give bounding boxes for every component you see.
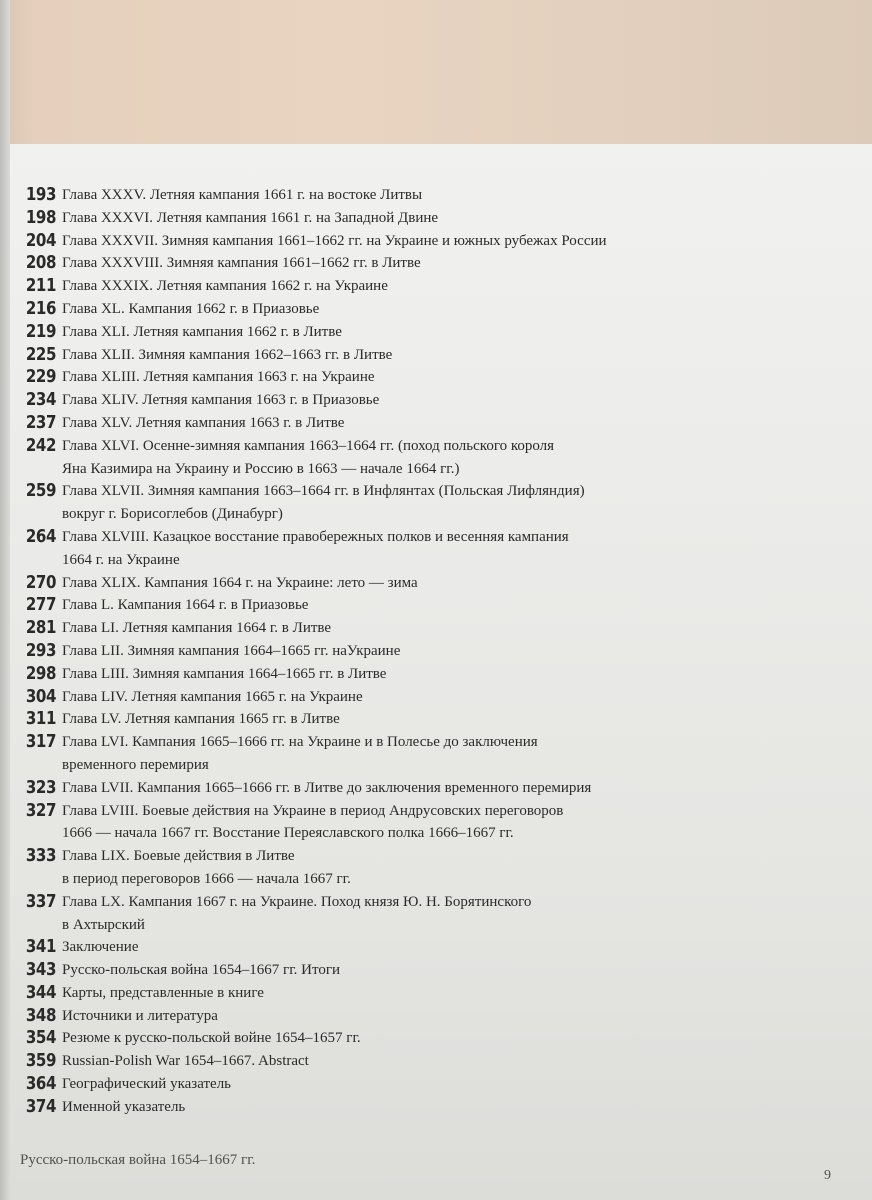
toc-page-number: 281 — [25, 618, 56, 639]
toc-title-line: Глава LIX. Боевые действия в Литве — [62, 848, 295, 865]
toc-page-number: 242 — [25, 435, 56, 456]
toc-page-number: 341 — [25, 937, 56, 958]
toc-title-line: Глава XLVI. Осенне-зимняя кампания 1663–1664 гг. (поход польского короля — [62, 437, 555, 454]
toc-title-line: вокруг г. Борисоглебов (Динабург) — [62, 506, 283, 523]
toc-title-line: Глава LVII. Кампания 1665–1666 гг. в Литве до заключения временного перемирия — [62, 779, 592, 796]
page-number: 9 — [824, 1168, 831, 1183]
toc-page-number: 348 — [25, 1005, 56, 1026]
toc-title — [62, 480, 585, 526]
toc-page-number: 259 — [25, 481, 56, 502]
toc-entry — [12, 594, 712, 617]
toc-title — [62, 321, 342, 344]
toc-page-number: 323 — [25, 777, 56, 798]
toc-title — [62, 1005, 218, 1028]
toc-title — [62, 936, 139, 959]
toc-page-number: 374 — [25, 1096, 56, 1117]
toc-title-line: Глава XL. Кампания 1662 г. в Приазовье — [62, 300, 320, 317]
toc-entry — [12, 617, 712, 640]
toc-title-line: Заключение — [62, 939, 139, 956]
toc-title-line: Глава XLVIII. Казацкое восстание правобережных полков и весенняя кампания — [62, 528, 569, 545]
toc-entry — [12, 800, 712, 846]
toc-title-line: Russian-Polish War 1654–1667. Abstract — [62, 1053, 309, 1070]
toc-page-number: 293 — [25, 640, 56, 661]
toc-page-number: 343 — [25, 960, 56, 981]
toc-page-number: 216 — [25, 298, 56, 319]
toc-entry — [12, 230, 712, 253]
toc-title — [62, 777, 591, 800]
toc-title-line: Глава XLIV. Летняя кампания 1663 г. в Приазовье — [62, 392, 380, 409]
toc-page-number: 264 — [25, 526, 56, 547]
toc-entry — [12, 572, 712, 595]
toc-title-line: Географический указатель — [62, 1076, 232, 1093]
toc-title-line: Источники и литература — [62, 1007, 218, 1024]
toc-entry — [12, 1096, 712, 1119]
toc-entry — [12, 298, 712, 321]
toc-page-number: 337 — [25, 891, 56, 912]
toc-page-number: 364 — [25, 1074, 56, 1095]
toc-title — [62, 389, 379, 412]
toc-entry — [12, 1027, 712, 1050]
toc-entry — [12, 936, 712, 959]
toc-title — [62, 731, 538, 777]
toc-page-number: 229 — [25, 367, 56, 388]
toc-title-line: Глава LVIII. Боевые действия на Украине в период Андрусовских переговоров — [62, 802, 564, 819]
toc-page-number: 333 — [25, 846, 56, 867]
running-title: Русско-польская война 1654–1667 гг. — [20, 1152, 256, 1168]
toc-entry — [12, 252, 712, 275]
toc-title — [62, 344, 392, 367]
toc-title — [62, 594, 308, 617]
toc-title-line: Глава LX. Кампания 1667 г. на Украине. Поход князя Ю. Н. Борятинского — [62, 893, 532, 910]
toc-page-number: 277 — [25, 595, 56, 616]
toc-title — [62, 1027, 361, 1050]
toc-title-line: Именной указатель — [62, 1098, 186, 1115]
toc-page-number: 225 — [25, 344, 56, 365]
toc-page-number: 237 — [25, 412, 56, 433]
toc-title — [62, 435, 554, 481]
toc-page-number: 344 — [25, 982, 56, 1003]
toc-entry — [12, 845, 712, 891]
table-of-contents — [12, 184, 712, 1119]
toc-page-number: 304 — [25, 686, 56, 707]
toc-title-line: Глава XLV. Летняя кампания 1663 г. в Литве — [62, 414, 345, 431]
toc-title — [62, 617, 331, 640]
toc-entry — [12, 731, 712, 777]
toc-title-line: Русско-польская война 1654–1667 гг. Итоги — [62, 962, 341, 979]
toc-title — [62, 1096, 185, 1119]
toc-title-line: Яна Казимира на Украину и Россию в 1663 — начале 1664 гг.) — [62, 460, 460, 477]
toc-title-line: 1664 г. на Украине — [62, 551, 180, 568]
toc-page-number: 354 — [25, 1028, 56, 1049]
toc-title-line: Глава L. Кампания 1664 г. в Приазовье — [62, 597, 309, 614]
toc-entry — [12, 344, 712, 367]
toc-entry — [12, 640, 712, 663]
toc-title — [62, 1073, 231, 1096]
toc-page-number: 208 — [25, 253, 56, 274]
toc-title-line: Глава XXXVI. Летняя кампания 1661 г. на Западной Двине — [62, 209, 439, 226]
toc-entry — [12, 959, 712, 982]
toc-entry — [12, 663, 712, 686]
toc-entry — [12, 207, 712, 230]
toc-page-number: 193 — [25, 185, 56, 205]
toc-title — [62, 845, 351, 891]
toc-entry — [12, 435, 712, 481]
toc-title-line: Глава LII. Зимняя кампания 1664–1665 гг. наУкраине — [62, 642, 401, 659]
toc-entry — [12, 275, 712, 298]
book-spine-shadow — [0, 0, 10, 1200]
toc-title-line: Глава XLII. Зимняя кампания 1662–1663 гг. в Литве — [62, 346, 393, 363]
toc-title — [62, 275, 388, 298]
toc-entry — [12, 184, 712, 207]
toc-title — [62, 298, 319, 321]
toc-title-line: Глава XLVII. Зимняя кампания 1663–1664 гг. в Инфлянтах (Польская Лифляндия) — [62, 483, 585, 500]
toc-title-line: 1666 — начала 1667 гг. Восстание Переяславского полка 1666–1667 гг. — [62, 825, 514, 842]
toc-page-number: 234 — [25, 390, 56, 411]
toc-page-number: 219 — [25, 321, 56, 342]
toc-title-line: Глава LV. Летняя кампания 1665 гг. в Литве — [62, 711, 340, 728]
toc-title — [62, 663, 386, 686]
toc-title — [62, 708, 340, 731]
toc-title — [62, 959, 340, 982]
toc-title — [62, 184, 422, 207]
toc-title-line: Глава LIII. Зимняя кампания 1664–1665 гг. в Литве — [62, 665, 387, 682]
toc-entry — [12, 480, 712, 526]
toc-page-number: 198 — [25, 207, 56, 228]
toc-title — [62, 800, 563, 846]
toc-title-line: в период переговоров 1666 — начала 1667 гг. — [62, 870, 351, 887]
toc-entry — [12, 366, 712, 389]
toc-page-number: 327 — [25, 800, 56, 821]
toc-title — [62, 982, 264, 1005]
toc-title-line: временного перемирия — [62, 756, 209, 773]
toc-title — [62, 230, 607, 253]
toc-title-line: Резюме к русско-польской войне 1654–1657 гг. — [62, 1030, 361, 1047]
toc-title — [62, 891, 531, 937]
toc-page-number: 211 — [25, 276, 56, 297]
toc-title — [62, 412, 344, 435]
toc-entry — [12, 412, 712, 435]
toc-entry — [12, 891, 712, 937]
toc-page-number: 204 — [25, 230, 56, 251]
toc-title-line: Глава XLIX. Кампания 1664 г. на Украине: лето — зима — [62, 574, 418, 591]
toc-title — [62, 1050, 309, 1073]
toc-entry — [12, 321, 712, 344]
toc-title-line: Глава LIV. Летняя кампания 1665 г. на Украине — [62, 688, 363, 705]
toc-entry — [12, 777, 712, 800]
toc-title-line: Глава LVI. Кампания 1665–1666 гг. на Украине и в Полесье до заключения — [62, 734, 538, 751]
toc-title-line: Глава XLIII. Летняя кампания 1663 г. на Украине — [62, 369, 375, 386]
toc-entry — [12, 708, 712, 731]
toc-entry — [12, 982, 712, 1005]
toc-entry — [12, 526, 712, 572]
toc-page-number: 298 — [25, 663, 56, 684]
toc-entry — [12, 389, 712, 412]
toc-title-line: Карты, представленные в книге — [62, 984, 264, 1001]
toc-title-line: Глава XXXVIII. Зимняя кампания 1661–1662 гг. в Литве — [62, 255, 421, 272]
toc-entry — [12, 1073, 712, 1096]
toc-entry — [12, 1005, 712, 1028]
toc-page-number: 317 — [25, 732, 56, 753]
toc-title — [62, 366, 375, 389]
toc-title — [62, 686, 363, 709]
toc-page-number: 270 — [25, 572, 56, 593]
toc-title — [62, 640, 400, 663]
toc-entry — [12, 1050, 712, 1073]
toc-title-line: в Ахтырский — [62, 916, 145, 933]
toc-title-line: Глава XXXIX. Летняя кампания 1662 г. на Украине — [62, 278, 388, 295]
toc-entry — [12, 686, 712, 709]
toc-title — [62, 207, 438, 230]
toc-title — [62, 572, 418, 595]
toc-title-line: Глава XLI. Летняя кампания 1662 г. в Литве — [62, 323, 342, 340]
toc-title — [62, 526, 569, 572]
toc-title-line: Глава XXXV. Летняя кампания 1661 г. на востоке Литвы — [62, 187, 423, 203]
toc-page-number: 311 — [25, 709, 56, 730]
toc-title-line: Глава LI. Летняя кампания 1664 г. в Литве — [62, 620, 332, 637]
toc-page-number: 359 — [25, 1051, 56, 1072]
toc-title — [62, 252, 421, 275]
toc-title-line: Глава XXXVII. Зимняя кампания 1661–1662 гг. на Украине и южных рубежах России — [62, 232, 607, 249]
facing-page-edge — [0, 0, 872, 148]
